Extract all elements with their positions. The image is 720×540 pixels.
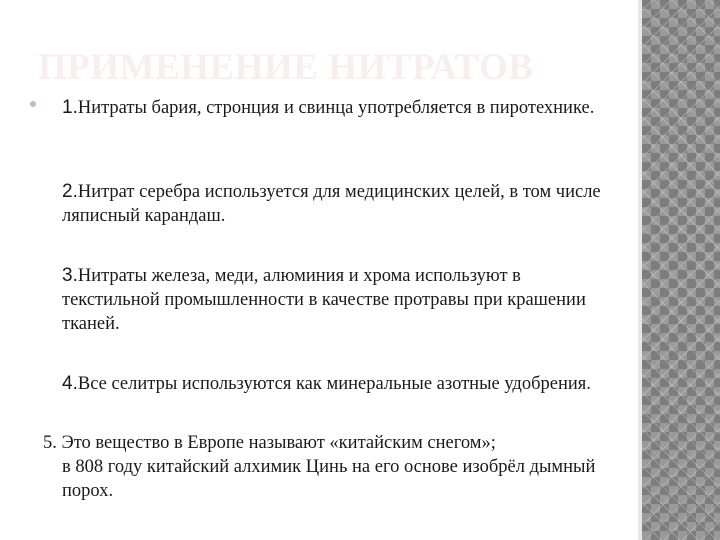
item-number: 4. — [62, 373, 78, 394]
item-text: Нитраты бария, стронция и свинца употребляется в пиротехнике. — [77, 98, 595, 118]
list-item — [62, 264, 622, 336]
item-five-first-line: 5. Это вещество в Европе называют «китайским снегом»; — [43, 433, 496, 453]
item-number: 3. — [62, 265, 78, 286]
item-number: 1. — [62, 97, 78, 118]
item-text: Нитрат серебра используется для медицинских целей, в том числе ляписный карандаш. — [62, 182, 601, 226]
list-item — [62, 96, 622, 120]
item-text: Нитраты железа, меди, алюминия и хрома используют в текстильной промышленности в качестве протравы при крашении тканей. — [62, 266, 586, 334]
list-item — [62, 180, 622, 228]
list-item — [43, 431, 623, 503]
decorative-pattern-panel — [642, 0, 720, 540]
slide-title: ПРИМЕНЕНИЕ НИТРАТОВ — [38, 47, 534, 88]
item-five-rest: в 808 году китайский алхимик Цинь на его основе изобрёл дымный порох. — [62, 457, 596, 501]
bullet-marker — [30, 101, 36, 107]
item-number: 2. — [62, 181, 78, 202]
item-text: Все селитры используются как минеральные азотные удобрения. — [77, 374, 591, 394]
list-item — [62, 372, 622, 396]
